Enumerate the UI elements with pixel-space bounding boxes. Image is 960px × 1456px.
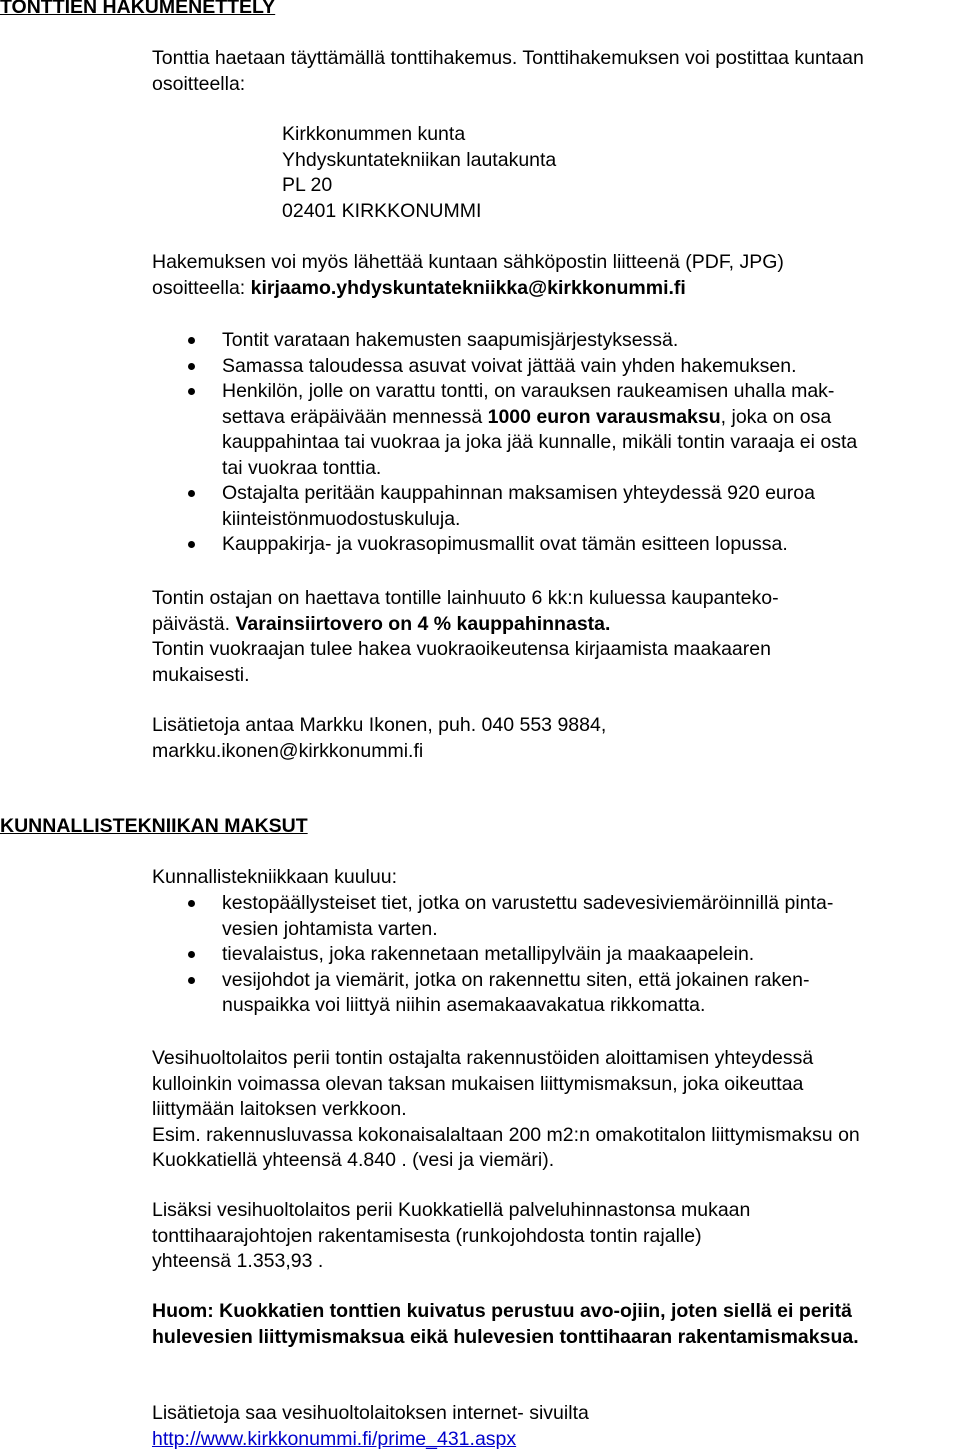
branch-line-3: yhteensä 1.353,93 .: [152, 1250, 324, 1272]
web-info-text: Lisätietoja saa vesihuoltolaitoksen internet- sivuilta: [152, 1402, 589, 1424]
list-item: [152, 942, 952, 968]
list-item-text: vesijohdot ja viemärit, jotka on rakennettu siten, että jokainen raken-: [222, 968, 810, 991]
application-rules-list: [152, 328, 952, 558]
water-fee-paragraph: [152, 1046, 952, 1174]
water-line-5: Kuokkatiellä yhteensä 4.840 . (vesi ja viemäri).: [152, 1149, 555, 1171]
address-line-4: 02401 KIRKKONUMMI: [282, 199, 482, 222]
email-paragraph: [152, 250, 952, 301]
reservation-fee: 1000 euron varausmaksu: [487, 405, 721, 428]
purchase-line-1: Tontin ostajan on haettava tontille lainhuuto 6 kk:n kuluessa kaupanteko-: [152, 587, 779, 609]
purchase-paragraph: [152, 586, 952, 688]
list-item: [152, 328, 952, 354]
text-span: päivästä.: [152, 612, 236, 635]
email-line-1: Hakemuksen voi myös lähettää kuntaan sähköpostin liitteenä (PDF, JPG): [152, 251, 784, 273]
branch-line-1: Lisäksi vesihuoltolaitos perii Kuokkatiellä palveluhinnastonsa mukaan: [152, 1199, 751, 1221]
branch-line-2: tonttihaarajohtojen rakentamisesta (runkojohdosta tontin rajalle): [152, 1224, 702, 1247]
text-span: settava eräpäivään mennessä: [222, 405, 488, 428]
contact-paragraph: [152, 713, 952, 764]
list-item-text: Henkilön, jolle on varattu tontti, on varauksen raukeamisen uhalla mak-: [222, 380, 835, 402]
section-heading-kunnallistekniikan-maksut: KUNNALLISTEKNIIKAN MAKSUT: [0, 815, 308, 837]
list-item: [152, 481, 952, 532]
intro-line-1: Tonttia haetaan täyttämällä tonttihakemus. Tonttihakemuksen voi postittaa kuntaan: [152, 47, 864, 69]
list-item-text: [222, 405, 952, 431]
water-utility-link[interactable]: http://www.kirkkonummi.fi/prime_431.aspx: [152, 1427, 517, 1450]
web-info-paragraph: [152, 1401, 952, 1452]
list-item-text: tievalaistus, joka rakennetaan metallipylväin ja maakaapelein.: [222, 943, 755, 965]
water-line-2: kulloinkin voimassa olevan taksan mukaisen liittymismaksun, joka oikeuttaa: [152, 1072, 804, 1095]
list-item: [152, 891, 952, 942]
list-item-text: kiinteistönmuodostuskuluja.: [222, 507, 461, 530]
address-line-2: Yhdyskuntatekniikan lautakunta: [282, 148, 557, 171]
note-line-2: hulevesien liittymismaksua eikä hulevesien tonttihaaran rakentamismaksua.: [152, 1325, 859, 1348]
text-span: , joka on osa: [720, 405, 832, 428]
water-line-1: Vesihuoltolaitos perii tontin ostajalta rakennustöiden aloittamisen yhteydessä: [152, 1047, 814, 1069]
infrastructure-list: [152, 891, 952, 1019]
list-item-text: tai vuokraa tonttia.: [222, 456, 382, 479]
list-item-text: nuspaikka voi liittyä niihin asemakaavakatua rikkomatta.: [222, 994, 706, 1016]
text-span: .: [605, 612, 611, 635]
email-prefix: osoitteella:: [152, 276, 251, 299]
list-item-text: Tontit varataan hakemusten saapumisjärjestyksessä.: [222, 329, 679, 351]
water-line-4: Esim. rakennusluvassa kokonaisalaltaan 200 m2:n omakotitalon liittymismaksu on: [152, 1123, 860, 1146]
list-item-text: Samassa taloudessa asuvat voivat jättää vain yhden hakemuksen.: [222, 354, 797, 377]
email-line-2: [152, 276, 952, 302]
intro-line-2: osoitteella:: [152, 72, 246, 95]
intro-paragraph: [152, 46, 952, 97]
note-line-1: Huom: Kuokkatien tonttien kuivatus perustuu avo-ojiin, joten siellä ei peritä: [152, 1300, 852, 1322]
email-address[interactable]: kirjaamo.yhdyskuntatekniikka@kirkkonummi.fi: [250, 276, 686, 299]
branch-fee-paragraph: [152, 1198, 952, 1275]
contact-line-1: Lisätietoja antaa Markku Ikonen, puh. 040 553 9884,: [152, 714, 607, 736]
transfer-tax: Varainsiirtovero on 4 % kauppahinnasta: [235, 612, 605, 635]
section-heading-tonttien-hakumenettely: TONTTIEN HAKUMENETTELY: [0, 0, 276, 18]
postal-address: [282, 122, 556, 224]
list-item: [152, 379, 952, 481]
address-line-1: Kirkkonummen kunta: [282, 123, 466, 145]
purchase-line-3: Tontin vuokraajan tulee hakea vuokraoikeutensa kirjaamista maakaaren: [152, 638, 771, 660]
list-item-text: Kauppakirja- ja vuokrasopimusmallit ovat tämän esitteen lopussa.: [222, 533, 788, 555]
infrastructure-intro: [152, 865, 952, 891]
address-line-3: PL 20: [282, 174, 333, 196]
contact-email[interactable]: markku.ikonen@kirkkonummi.fi: [152, 739, 424, 762]
list-item: [152, 968, 952, 1019]
list-item-text: vesien johtamista varten.: [222, 917, 438, 940]
water-line-3: liittymään laitoksen verkkoon.: [152, 1098, 407, 1120]
list-item: [152, 532, 952, 558]
purchase-line-2: [152, 612, 952, 638]
list-item: [152, 354, 952, 380]
list-item-text: kauppahintaa tai vuokraa ja joka jää kunnalle, mikäli tontin varaaja ei osta: [222, 431, 858, 453]
list-item-text: kestopäällysteiset tiet, jotka on varustettu sadevesiviemäröinnillä pinta-: [222, 892, 834, 914]
infrastructure-intro-text: Kunnallistekniikkaan kuuluu:: [152, 866, 397, 888]
purchase-line-4: mukaisesti.: [152, 663, 250, 686]
list-item-text: Ostajalta peritään kauppahinnan maksamisen yhteydessä 920 euroa: [222, 482, 815, 504]
drainage-note: [152, 1299, 952, 1350]
